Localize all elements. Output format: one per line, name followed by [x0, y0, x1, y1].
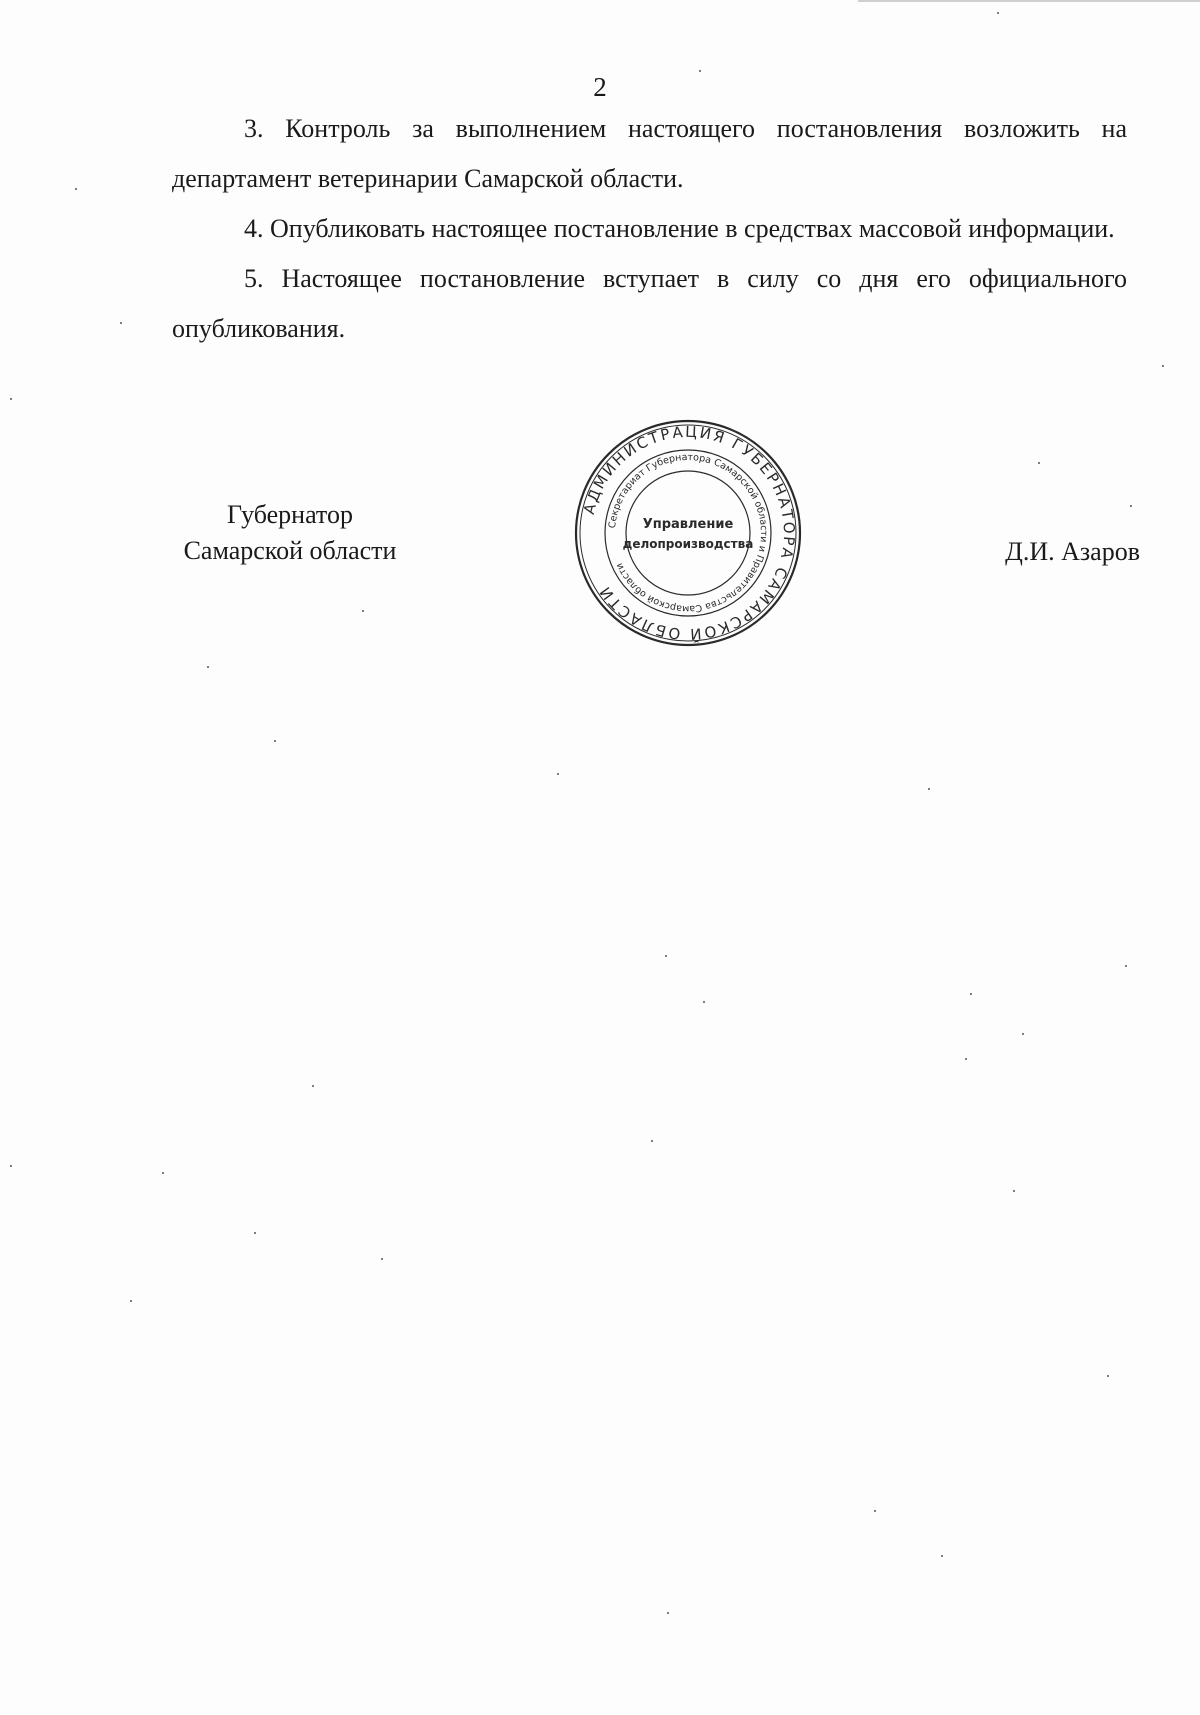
seal-outer-text: АДМИНИСТРАЦИЯ ГУБЕРНАТОРА САМАРСКОЙ ОБЛАСТИ [579, 422, 799, 644]
scan-speck [665, 955, 667, 957]
scan-speck [162, 1172, 164, 1174]
scan-speck [1013, 1190, 1015, 1192]
scan-speck [651, 1140, 653, 1142]
scan-speck [874, 1510, 876, 1512]
page-number: 2 [593, 72, 607, 102]
seal-center-line-1: Управление [642, 517, 734, 532]
seal-graphic [573, 418, 803, 648]
scan-speck [1022, 1033, 1024, 1035]
scan-speck [120, 322, 122, 324]
scan-speck [1038, 462, 1040, 464]
scan-speck [207, 666, 209, 668]
position-line-1: Губернатор [227, 500, 353, 529]
scan-speck [667, 1612, 669, 1614]
paragraph-3: 3. Контроль за выполнением настоящего постановления возложить на департамент ветеринарии Самарской области. [172, 114, 1127, 193]
scan-speck [970, 993, 972, 995]
signatory-name: Д.И. Азаров [1005, 537, 1140, 566]
svg-text:Секретариат Губернатора Самарс [607, 452, 769, 614]
scan-speck [941, 1555, 943, 1557]
position-line-2: Самарской области [183, 536, 397, 565]
signatory-position [160, 497, 420, 569]
seal-inner-text: Секретариат Губернатора Самарской области и Правительства Самарской области [607, 451, 770, 615]
scan-speck [75, 188, 77, 190]
scan-speck [1130, 505, 1132, 507]
signature-block [0, 0, 1200, 700]
scan-speck [10, 1165, 12, 1167]
paragraph-5: 5. Настоящее постановление вступает в силу со дня его официального опубликования. [172, 264, 1127, 343]
scan-speck [928, 788, 930, 790]
official-seal [573, 418, 803, 648]
scan-speck [254, 1232, 256, 1234]
scan-speck [381, 1258, 383, 1260]
scan-speck [1107, 1375, 1109, 1377]
seal-center-line-2: делопроизводства [622, 537, 754, 551]
paragraph-4: 4. Опубликовать настоящее постановление в средствах массовой информации. [244, 214, 1115, 243]
scan-speck [10, 398, 12, 400]
scan-speck [130, 1300, 132, 1302]
scan-speck [312, 1085, 314, 1087]
scan-speck [699, 70, 701, 72]
scan-speck [965, 1058, 967, 1060]
scan-speck [557, 773, 559, 775]
scan-speck [362, 610, 364, 612]
scan-speck [1125, 965, 1127, 967]
scan-speck [1162, 365, 1164, 367]
scan-speck [274, 740, 276, 742]
scan-speck [703, 1001, 705, 1003]
scan-speck [997, 12, 999, 14]
